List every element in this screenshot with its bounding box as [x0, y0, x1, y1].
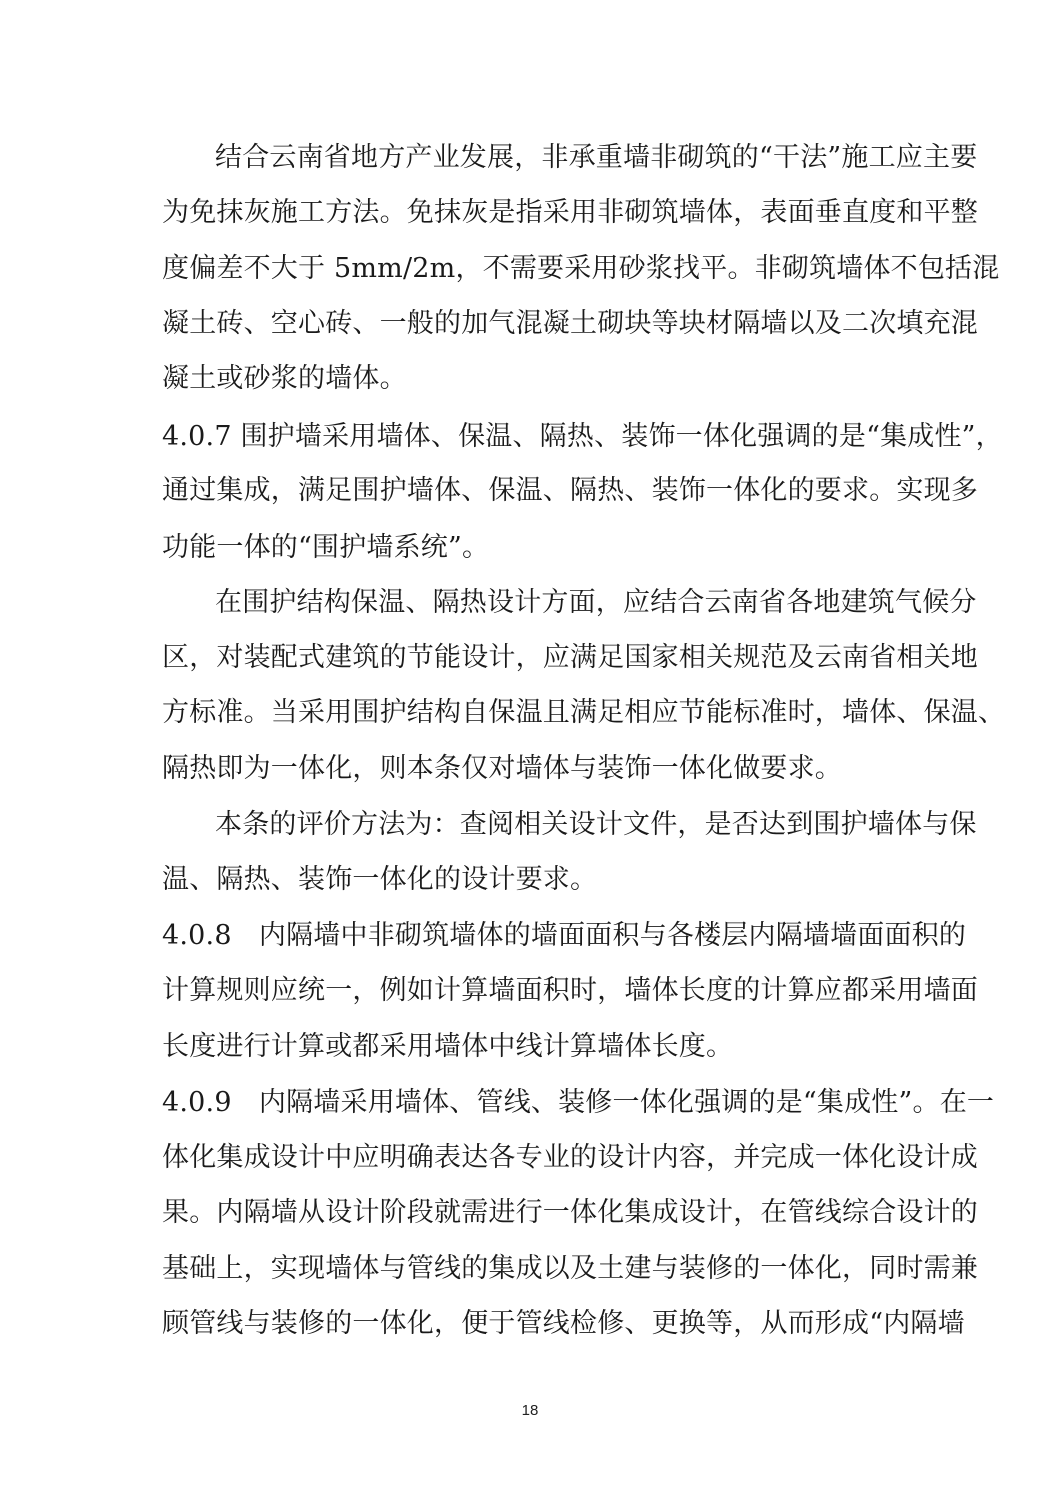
text-line: 基础上，实现墙体与管线的集成以及土建与装修的一体化，同时需兼	[162, 1253, 978, 1284]
text-line: 果。内隔墙从设计阶段就需进行一体化集成设计，在管线综合设计的	[162, 1197, 978, 1228]
text-line: 4.0.7 围护墙采用墙体、保温、隔热、装饰一体化强调的是“集成性”，	[162, 421, 1003, 452]
text-line: 温、隔热、装饰一体化的设计要求。	[162, 864, 598, 895]
text-line: 4.0.9 内隔墙采用墙体、管线、装修一体化强调的是“集成性”。在一	[162, 1087, 995, 1118]
text-line: 计算规则应统一，例如计算墙面积时，墙体长度的计算应都采用墙面	[162, 975, 978, 1006]
text-line: 本条的评价方法为：查阅相关设计文件，是否达到围护墙体与保	[215, 809, 977, 840]
text-line: 顾管线与装修的一体化，便于管线检修、更换等，从而形成“内隔墙	[162, 1308, 965, 1339]
page-number: 18	[521, 1402, 539, 1419]
text-line: 凝土砖、空心砖、一般的加气混凝土砌块等块材隔墙以及二次填充混	[162, 308, 978, 339]
text-line: 通过集成，满足围护墙体、保温、隔热、装饰一体化的要求。实现多	[162, 475, 978, 506]
text-line: 在围护结构保温、隔热设计方面，应结合云南省各地建筑气候分	[215, 587, 977, 618]
text-line: 凝土或砂浆的墙体。	[162, 363, 407, 394]
text-line: 4.0.8 内隔墙中非砌筑墙体的墙面面积与各楼层内隔墙墙面面积的	[162, 920, 967, 951]
text-line: 长度进行计算或都采用墙体中线计算墙体长度。	[162, 1031, 734, 1062]
text-line: 区，对装配式建筑的节能设计，应满足国家相关规范及云南省相关地	[162, 642, 978, 673]
text-line: 方标准。当采用围护结构自保温且满足相应节能标准时，墙体、保温、	[162, 697, 1006, 728]
text-line: 结合云南省地方产业发展，非承重墙非砌筑的“干法”施工应主要	[215, 142, 978, 173]
text-line: 体化集成设计中应明确表达各专业的设计内容，并完成一体化设计成	[162, 1142, 978, 1173]
text-line: 隔热即为一体化，则本条仅对墙体与装饰一体化做要求。	[162, 753, 842, 784]
text-line: 度偏差不大于 5mm/2m，不需要采用砂浆找平。非砌筑墙体不包括混	[162, 253, 1000, 284]
text-line: 功能一体的“围护墙系统”。	[162, 532, 490, 563]
text-line: 为免抹灰施工方法。免抹灰是指采用非砌筑墙体，表面垂直度和平整	[162, 197, 978, 228]
